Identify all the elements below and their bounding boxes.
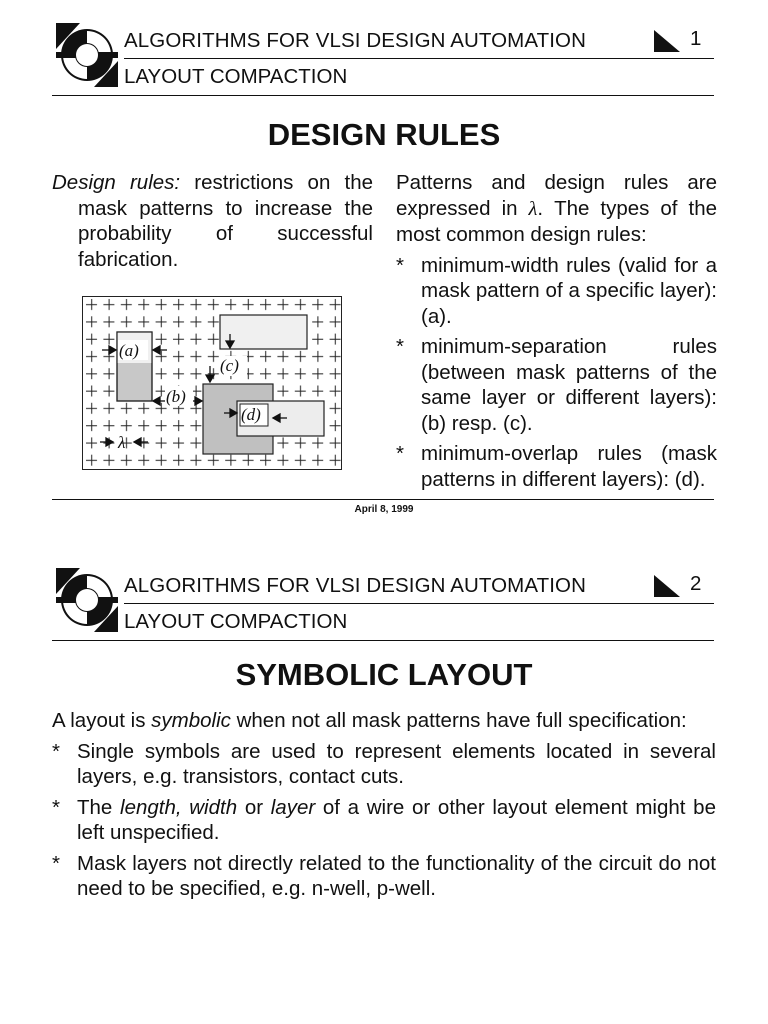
lambda-label: λ (118, 433, 126, 452)
slide-title: DESIGN RULES (267, 117, 501, 152)
university-logo-icon (56, 568, 118, 632)
chapter-title: LAYOUT COMPACTION (124, 610, 348, 633)
slide-symbolic-layout (0, 545, 768, 1024)
definition-term: Design rules: (52, 171, 181, 194)
header-divider (124, 603, 714, 604)
footer-rule (52, 499, 714, 500)
bullet-text: Single symbols are used to represent elements located in several layers, e.g. transistors, contact cuts. (77, 739, 716, 788)
bullet-emphasis: length, width (120, 795, 238, 819)
bullet-marker: * (396, 442, 404, 465)
bullet-marker: * (52, 851, 60, 875)
chapter-title: LAYOUT COMPACTION (124, 65, 348, 88)
definition-paragraph (52, 170, 373, 272)
bullet-marker: * (396, 253, 404, 277)
lead-sentence (52, 708, 716, 734)
page-number: 2 (690, 572, 702, 595)
header-divider (124, 58, 714, 59)
list-item (52, 795, 716, 846)
bullet-text: The (77, 795, 121, 819)
bullet-marker: * (396, 335, 404, 358)
lead-text-end: when not all mask patterns have full specification: (230, 709, 687, 732)
slide-title: SYMBOLIC LAYOUT (235, 657, 533, 692)
lambda-symbol: λ (528, 197, 538, 220)
bullet-text: of a wire or other layout element might be left unspecified. (77, 795, 716, 844)
rule-types-intro (396, 170, 717, 248)
intro-text: Patterns and design rules are expressed in (396, 171, 717, 220)
list-item (396, 334, 717, 436)
course-title: ALGORITHMS FOR VLSI DESIGN AUTOMATION (124, 29, 586, 52)
header-bottom-rule (52, 640, 714, 641)
design-rules-diagram (82, 296, 344, 472)
bullet-text: minimum-width rules (valid for a mask pattern of a specific layer): (a). (421, 253, 717, 328)
list-item (52, 739, 716, 790)
rule-types-column (396, 170, 717, 492)
definition-text: restrictions on the mask patterns to increase the probability of successful fabrication. (78, 171, 373, 271)
bullet-marker: * (52, 739, 60, 763)
page-corner-triangle-icon (654, 575, 680, 597)
header-bottom-rule (52, 95, 714, 96)
bullet-text: minimum-overlap rules (mask patterns in different layers): (d). (421, 442, 717, 491)
label-a: (a) (119, 341, 139, 360)
footer-date: April 8, 1999 (354, 504, 414, 515)
symbolic-layout-body (52, 708, 716, 902)
label-b: (b) (166, 387, 186, 406)
definition-column (52, 170, 373, 272)
page-corner-triangle-icon (654, 30, 680, 52)
label-c: (c) (220, 356, 239, 375)
page-number: 1 (690, 27, 702, 50)
label-d: (d) (241, 405, 261, 424)
bullet-emphasis: layer (270, 795, 316, 819)
course-title: ALGORITHMS FOR VLSI DESIGN AUTOMATION (124, 574, 586, 597)
list-item (52, 851, 716, 902)
bullet-text: Mask layers not directly related to the functionality of the circuit do not need to be specified, e.g. n-well, p-well. (77, 851, 716, 900)
bullet-text: or (237, 795, 271, 819)
bullet-marker: * (52, 795, 60, 819)
lead-text: A layout is (52, 709, 152, 732)
list-item (396, 441, 717, 492)
intro-text-end: . The types of the most common design rules: (396, 196, 717, 246)
university-logo-icon (56, 23, 118, 87)
bullet-text: minimum-separation rules (between mask patterns of the same layer or different layers): (b) resp. (c). (421, 335, 717, 435)
list-item (396, 253, 717, 330)
lead-emphasis: symbolic (151, 709, 231, 732)
